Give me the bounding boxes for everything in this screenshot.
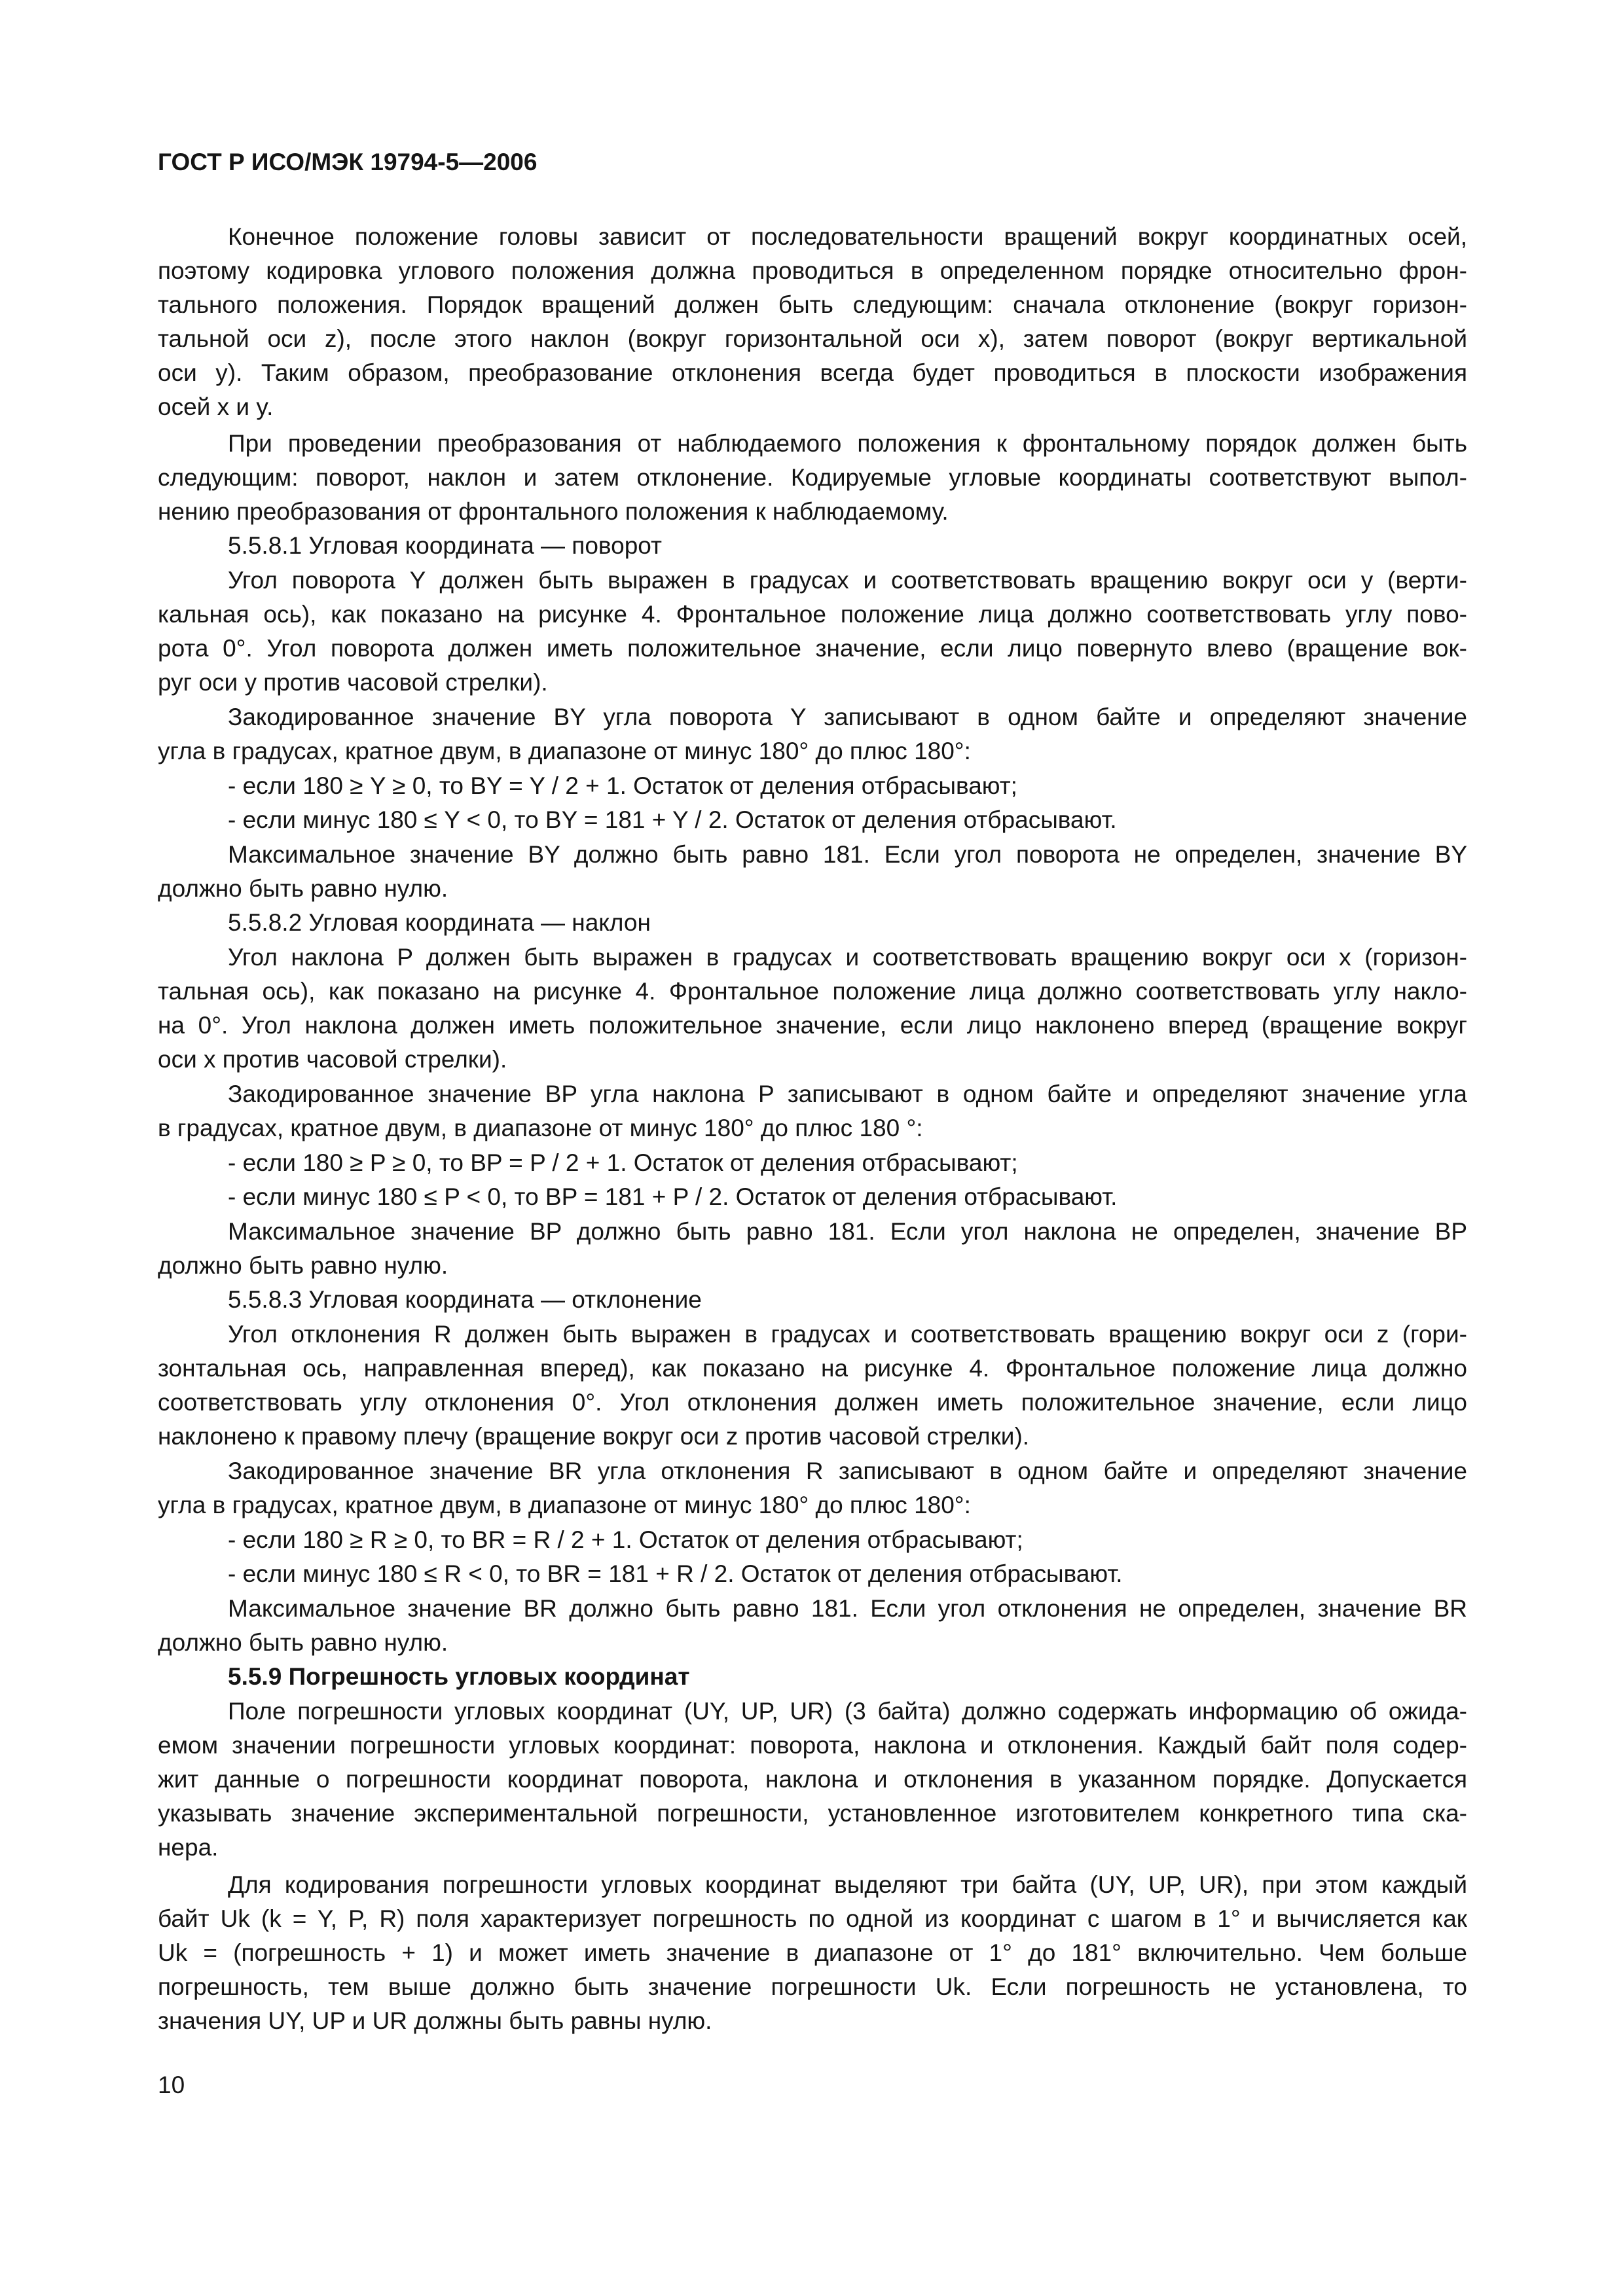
formula-line: - если 180 ≥ Y ≥ 0, то BY = Y / 2 + 1. Остаток от деления отбрасывают;: [228, 772, 1017, 799]
paragraph-line: зонтальная ось, направленная вперед), как показано на рисунке 4. Фронтальное положение лица должно: [158, 1355, 1467, 1382]
paragraph-line: на 0°. Угол наклона должен иметь положительное значение, если лицо наклонено вперед (вращение вокруг: [158, 1012, 1467, 1039]
paragraph-line: погрешность, тем выше должно быть значение погрешности Uk. Если погрешность не установлена, то: [158, 1973, 1467, 2000]
paragraph-line: должно быть равно нулю.: [158, 875, 448, 902]
paragraph-line: Угол наклона P должен быть выражен в градусах и соответствовать вращению вокруг оси x (горизон-: [228, 944, 1467, 971]
section-title-5-5-8-2: 5.5.8.2 Угловая координата — наклон: [228, 909, 651, 936]
section-title-5-5-9: 5.5.9 Погрешность угловых координат: [228, 1663, 690, 1690]
section-title-5-5-8-3: 5.5.8.3 Угловая координата — отклонение: [228, 1286, 702, 1313]
paragraph-line: нению преобразования от фронтального положения к наблюдаемому.: [158, 498, 949, 525]
paragraph-line: должно быть равно нулю.: [158, 1252, 448, 1279]
paragraph-line: соответствовать углу отклонения 0°. Угол отклонения должен иметь положительное значение, если лицо: [158, 1389, 1467, 1416]
formula-line: - если 180 ≥ R ≥ 0, то BR = R / 2 + 1. Остаток от деления отбрасывают;: [228, 1526, 1023, 1553]
paragraph-line: байт Uk (k = Y, P, R) поля характеризует погрешность по одной из координат с шагом в 1° и вычисляется как: [158, 1905, 1467, 1932]
paragraph-line: следующим: поворот, наклон и затем отклонение. Кодируемые угловые координаты соответствуют выпол-: [158, 464, 1467, 491]
paragraph-line: тальная ось), как показано на рисунке 4. Фронтальное положение лица должно соответствовать углу накло-: [158, 978, 1467, 1005]
paragraph-line: в градусах, кратное двум, в диапазоне от минус 180° до плюс 180 °:: [158, 1115, 923, 1141]
paragraph-line: тальной оси z), после этого наклон (вокруг горизонтальной оси x), затем поворот (вокруг вертикальной: [158, 325, 1467, 352]
paragraph-line: Угол поворота Y должен быть выражен в градусах и соответствовать вращению вокруг оси y (верти-: [228, 567, 1467, 594]
paragraph-line: наклонено к правому плечу (вращение вокруг оси z против часовой стрелки).: [158, 1423, 1030, 1450]
paragraph-line: емом значении погрешности угловых координат: поворота, наклона и отклонения. Каждый байт поля содер-: [158, 1732, 1467, 1759]
page-number: 10: [158, 2072, 185, 2098]
paragraph-line: Максимальное значение BY должно быть равно 181. Если угол поворота не определен, значение BY: [228, 841, 1467, 868]
paragraph-line: Максимальное значение BR должно быть равно 181. Если угол отклонения не определен, значение BR: [228, 1595, 1467, 1622]
paragraph-line: Закодированное значение BR угла отклонения R записывают в одном байте и определяют значение: [228, 1458, 1467, 1484]
paragraph-line: Закодированное значение BP угла наклона P записывают в одном байте и определяют значение угла: [228, 1081, 1467, 1107]
paragraph-line: тального положения. Порядок вращений должен быть следующим: сначала отклонение (вокруг горизон-: [158, 291, 1467, 318]
paragraph-line: Конечное положение головы зависит от последовательности вращений вокруг координатных осей,: [228, 223, 1467, 250]
paragraph-line: угла в градусах, кратное двум, в диапазоне от минус 180° до плюс 180°:: [158, 1492, 971, 1518]
paragraph-line: оси y). Таким образом, преобразование отклонения всегда будет проводиться в плоскости изображения: [158, 359, 1467, 386]
document-header: ГОСТ Р ИСО/МЭК 19794-5—2006: [158, 149, 538, 175]
section-title-5-5-8-1: 5.5.8.1 Угловая координата — поворот: [228, 532, 663, 559]
paragraph-line: поэтому кодировка углового положения должна проводиться в определенном порядке относительно фрон-: [158, 257, 1467, 284]
formula-line: - если минус 180 ≤ Y < 0, то BY = 181 + Y / 2. Остаток от деления отбрасывают.: [228, 806, 1117, 833]
paragraph-line: значения UY, UP и UR должны быть равны нулю.: [158, 2007, 712, 2034]
formula-line: - если 180 ≥ P ≥ 0, то BP = P / 2 + 1. Остаток от деления отбрасывают;: [228, 1149, 1018, 1176]
paragraph-line: должно быть равно нулю.: [158, 1629, 448, 1656]
paragraph-line: оси x против часовой стрелки).: [158, 1046, 507, 1073]
formula-line: - если минус 180 ≤ P < 0, то BP = 181 + P / 2. Остаток от деления отбрасывают.: [228, 1183, 1118, 1210]
paragraph-line: руг оси y против часовой стрелки).: [158, 669, 548, 696]
paragraph-line: Угол отклонения R должен быть выражен в градусах и соответствовать вращению вокруг оси z (гори-: [228, 1321, 1467, 1348]
paragraph-line: При проведении преобразования от наблюдаемого положения к фронтальному порядок должен быть: [228, 430, 1467, 457]
paragraph-line: осей x и y.: [158, 393, 274, 420]
paragraph-line: указывать значение экспериментальной погрешности, установленное изготовителем конкретного типа ска-: [158, 1800, 1467, 1827]
paragraph-line: угла в градусах, кратное двум, в диапазоне от минус 180° до плюс 180°:: [158, 738, 971, 764]
paragraph-line: Закодированное значение BY угла поворота Y записывают в одном байте и определяют значение: [228, 704, 1467, 730]
formula-line: - если минус 180 ≤ R < 0, то BR = 181 + R / 2. Остаток от деления отбрасывают.: [228, 1560, 1123, 1587]
paragraph-line: Максимальное значение BP должно быть равно 181. Если угол наклона не определен, значение BP: [228, 1218, 1467, 1245]
paragraph-line: Для кодирования погрешности угловых координат выделяют три байта (UY, UP, UR), при этом каждый: [228, 1871, 1467, 1898]
paragraph-line: нера.: [158, 1834, 219, 1861]
paragraph-line: кальная ось), как показано на рисунке 4. Фронтальное положение лица должно соответствовать углу пово-: [158, 601, 1467, 628]
paragraph-line: Поле погрешности угловых координат (UY, UP, UR) (3 байта) должно содержать информацию об ожида-: [228, 1698, 1467, 1725]
paragraph-line: жит данные о погрешности координат поворота, наклона и отклонения в указанном порядке. Допускается: [158, 1766, 1467, 1793]
paragraph-line: рота 0°. Угол поворота должен иметь положительное значение, если лицо повернуто влево (вращение вок-: [158, 635, 1467, 662]
paragraph-line: Uk = (погрешность + 1) и может иметь значение в диапазоне от 1° до 181° включительно. Чем больше: [158, 1939, 1467, 1966]
